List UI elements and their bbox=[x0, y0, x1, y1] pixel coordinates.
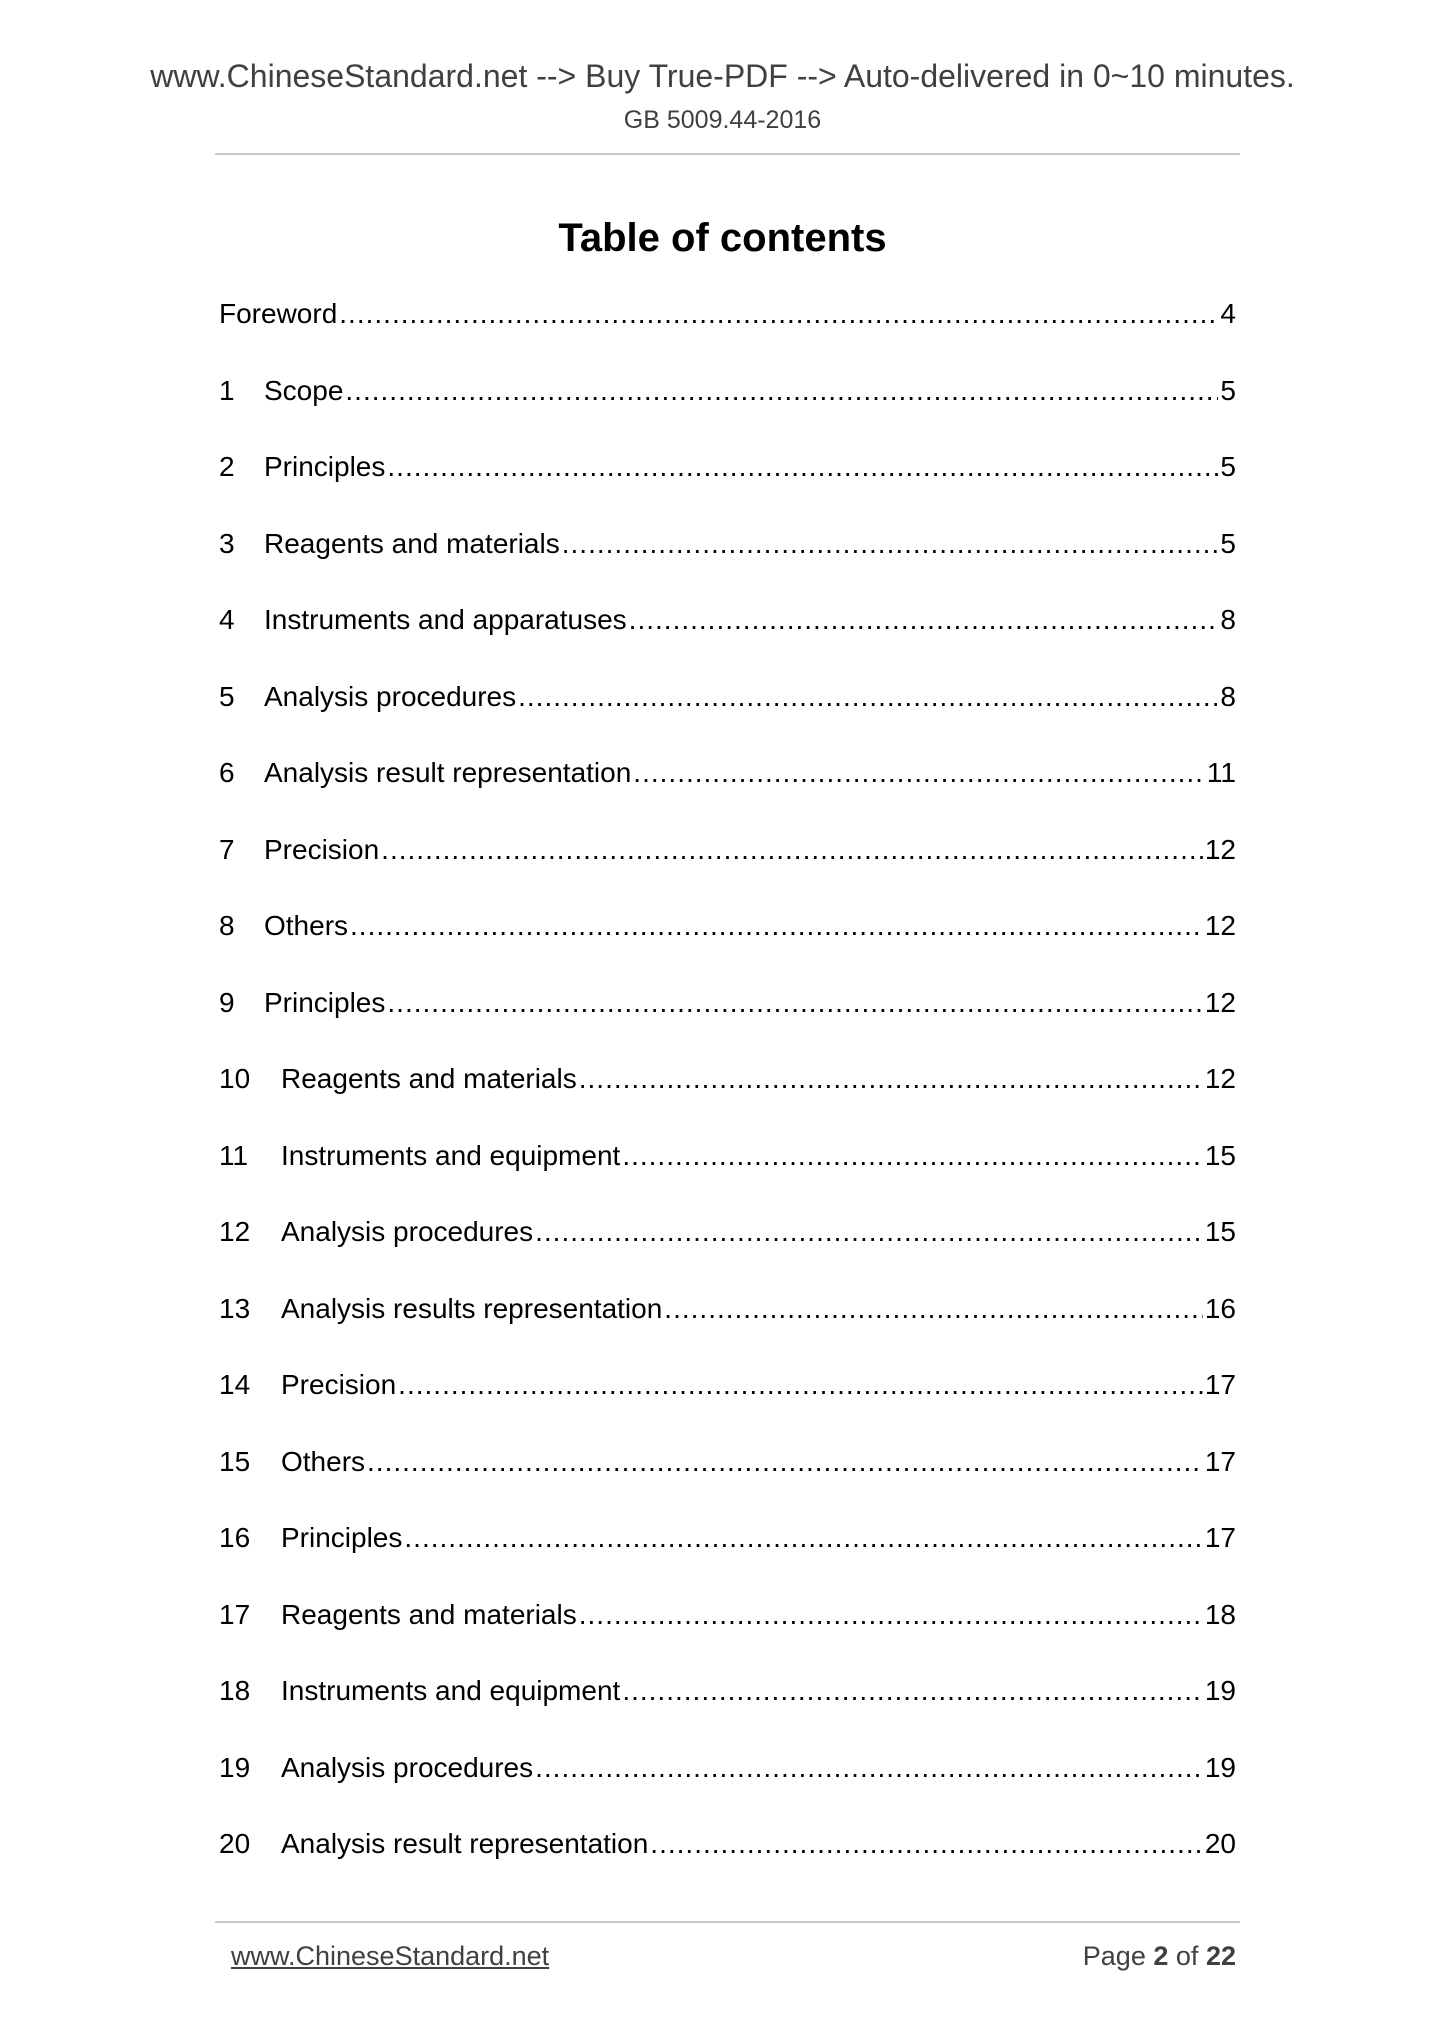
page-of: of bbox=[1175, 1941, 1199, 1971]
toc-dot-leader bbox=[579, 1595, 1203, 1635]
toc-entry-number: 8 bbox=[219, 910, 235, 941]
toc-dot-leader bbox=[345, 371, 1218, 411]
toc-entry-page: 8 bbox=[1220, 604, 1236, 635]
toc-entry-label: Foreword bbox=[219, 298, 338, 329]
toc-entry[interactable] bbox=[219, 524, 1236, 601]
toc-entry[interactable] bbox=[219, 1518, 1236, 1595]
toc-dot-leader bbox=[579, 1059, 1203, 1099]
toc-entry[interactable] bbox=[219, 1595, 1236, 1672]
toc-entry-label: Analysis procedures bbox=[281, 1751, 534, 1783]
toc-entry[interactable] bbox=[219, 447, 1236, 524]
toc-entry[interactable] bbox=[219, 1671, 1236, 1748]
toc-entry-number: 15 bbox=[219, 1445, 251, 1477]
toc-entry-label: Analysis results representation bbox=[281, 1292, 663, 1324]
site-banner: www.ChineseStandard.net --> Buy True-PDF --> Auto-delivered in 0~10 minutes. bbox=[150, 58, 1295, 94]
toc-entry[interactable] bbox=[219, 1442, 1236, 1519]
toc-entry-page: 17 bbox=[1204, 1522, 1236, 1553]
toc-entry-number: 3 bbox=[219, 527, 235, 559]
toc-entry-label: Instruments and apparatuses bbox=[264, 604, 627, 635]
toc-entry[interactable] bbox=[219, 1059, 1236, 1136]
toc-entry-number: 6 bbox=[219, 757, 235, 788]
toc-entry-number: 11 bbox=[219, 1139, 249, 1171]
toc-dot-leader bbox=[367, 1442, 1203, 1482]
toc-entry-page: 12 bbox=[1204, 833, 1236, 865]
toc-entry-page: 15 bbox=[1204, 1139, 1236, 1171]
toc-entry-page: 18 bbox=[1204, 1598, 1236, 1630]
toc-entry-number: 10 bbox=[219, 1063, 251, 1094]
toc-dot-leader bbox=[387, 983, 1202, 1023]
toc-dot-leader bbox=[350, 906, 1203, 946]
toc-entry-number: 16 bbox=[219, 1522, 251, 1553]
toc-entry-number: 5 bbox=[219, 680, 235, 712]
toc-entry-page: 16 bbox=[1204, 1292, 1236, 1324]
toc-dot-leader bbox=[535, 1212, 1203, 1252]
toc-entry-page: 17 bbox=[1204, 1445, 1236, 1477]
toc-entry-number: 7 bbox=[219, 833, 235, 865]
toc-dot-leader bbox=[404, 1518, 1202, 1558]
toc-dot-leader bbox=[339, 294, 1218, 334]
toc-entry-page: 5 bbox=[1220, 451, 1236, 482]
toc-entry[interactable] bbox=[219, 983, 1236, 1060]
toc-dot-leader bbox=[622, 1671, 1203, 1711]
header-divider bbox=[215, 153, 1240, 155]
toc-dot-leader bbox=[650, 1824, 1203, 1864]
toc-dot-leader bbox=[398, 1365, 1203, 1405]
toc-dot-leader bbox=[633, 753, 1205, 793]
toc-entry-number: 13 bbox=[219, 1292, 251, 1324]
toc-entry[interactable] bbox=[219, 600, 1236, 677]
toc-dot-leader bbox=[535, 1748, 1203, 1788]
toc-entry-label: Analysis procedures bbox=[281, 1216, 534, 1247]
toc-entry-label: Others bbox=[264, 910, 349, 941]
toc-dot-leader bbox=[381, 830, 1203, 870]
standard-code: GB 5009.44-2016 bbox=[623, 106, 822, 134]
toc-entry-label: Precision bbox=[281, 1369, 397, 1400]
toc-entry-page: 11 bbox=[1206, 757, 1236, 788]
toc-entry-label: Reagents and materials bbox=[281, 1598, 577, 1630]
toc-entry-number: 9 bbox=[219, 986, 235, 1018]
page-prefix: Page bbox=[1082, 1941, 1146, 1971]
toc-entry-number: 1 bbox=[219, 374, 235, 406]
toc-entry-number: 20 bbox=[219, 1828, 251, 1859]
toc-dot-leader bbox=[562, 524, 1219, 564]
toc-entry-number: 4 bbox=[219, 604, 235, 635]
toc-entry[interactable] bbox=[219, 1212, 1236, 1289]
toc-entry-number: 17 bbox=[219, 1598, 251, 1630]
toc-entry-page: 12 bbox=[1204, 1063, 1236, 1094]
toc-entry[interactable] bbox=[219, 906, 1236, 983]
toc-entry[interactable] bbox=[219, 1365, 1236, 1442]
page-total: 22 bbox=[1205, 1941, 1236, 1971]
toc-dot-leader bbox=[622, 1136, 1203, 1176]
page-current: 2 bbox=[1153, 1941, 1169, 1971]
toc-entry-label: Principles bbox=[264, 451, 386, 482]
toc-title: Table of contents bbox=[558, 216, 887, 260]
toc-entry-number: 18 bbox=[219, 1675, 251, 1706]
toc-entry-page: 8 bbox=[1220, 680, 1236, 712]
toc-entry[interactable] bbox=[219, 371, 1236, 448]
toc-entry[interactable] bbox=[219, 1748, 1236, 1825]
toc-list bbox=[219, 294, 1236, 1901]
toc-entry-label: Instruments and equipment bbox=[281, 1675, 621, 1706]
toc-entry-page: 15 bbox=[1204, 1216, 1236, 1247]
toc-entry-page: 5 bbox=[1220, 374, 1236, 406]
toc-entry[interactable] bbox=[219, 677, 1236, 754]
toc-entry-page: 12 bbox=[1204, 910, 1236, 941]
toc-entry[interactable] bbox=[219, 753, 1236, 830]
toc-dot-leader bbox=[664, 1289, 1203, 1329]
toc-entry-page: 17 bbox=[1204, 1369, 1236, 1400]
toc-entry-label: Others bbox=[281, 1445, 366, 1477]
toc-entry[interactable] bbox=[219, 1289, 1236, 1366]
toc-entry-page: 19 bbox=[1204, 1751, 1236, 1783]
toc-entry[interactable] bbox=[219, 1824, 1236, 1901]
toc-entry-label: Analysis result representation bbox=[281, 1828, 649, 1859]
toc-entry[interactable] bbox=[219, 1136, 1236, 1213]
toc-entry-page: 19 bbox=[1204, 1675, 1236, 1706]
toc-entry-page: 5 bbox=[1220, 527, 1236, 559]
footer-site-link[interactable]: www.ChineseStandard.net bbox=[231, 1941, 550, 1971]
toc-entry-number: 12 bbox=[219, 1216, 251, 1247]
footer-divider bbox=[215, 1921, 1240, 1923]
toc-entry[interactable] bbox=[219, 830, 1236, 907]
toc-entry-label: Principles bbox=[264, 986, 386, 1018]
toc-entry-page: 4 bbox=[1220, 298, 1236, 329]
toc-dot-leader bbox=[629, 600, 1219, 640]
toc-entry-label: Analysis procedures bbox=[264, 680, 517, 712]
toc-dot-leader bbox=[387, 447, 1218, 487]
toc-entry-label: Principles bbox=[281, 1522, 403, 1553]
toc-entry-label: Instruments and equipment bbox=[281, 1139, 621, 1171]
toc-entry-label: Reagents and materials bbox=[281, 1063, 577, 1094]
toc-entry-label: Reagents and materials bbox=[264, 527, 560, 559]
toc-entry-page: 20 bbox=[1204, 1828, 1236, 1859]
toc-dot-leader bbox=[518, 677, 1218, 717]
toc-entry-label: Precision bbox=[264, 833, 380, 865]
toc-entry-label: Scope bbox=[264, 374, 344, 406]
toc-entry-page: 12 bbox=[1204, 986, 1236, 1018]
toc-entry-label: Analysis result representation bbox=[264, 757, 632, 788]
toc-entry-number: 19 bbox=[219, 1751, 251, 1783]
footer-page-number bbox=[1083, 1938, 1236, 1974]
toc-entry-number: 14 bbox=[219, 1369, 251, 1400]
toc-entry[interactable] bbox=[219, 294, 1236, 371]
toc-entry-number: 2 bbox=[219, 451, 235, 482]
